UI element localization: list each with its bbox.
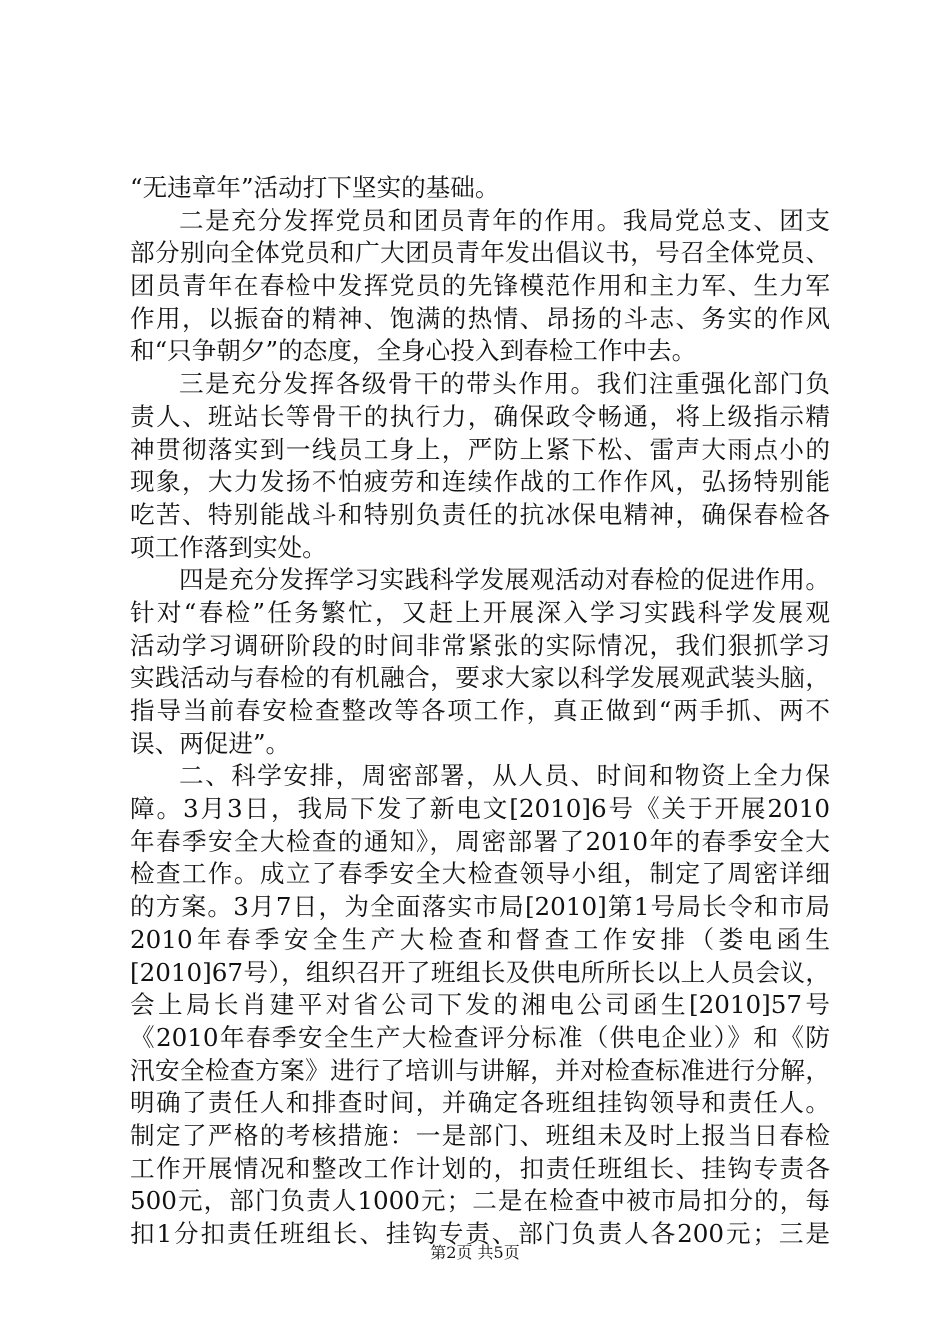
text-line: 2010年春季安全生产大检查和督查工作安排（娄电函生 [130,924,830,954]
page-footer [0,1240,950,1263]
text-line: 检查工作。成立了春季安全大检查领导小组，制定了周密详细 [130,859,830,889]
text-line: 责人、班站长等骨干的执行力，确保政令畅通，将上级指示精 [130,401,830,431]
text-line: 三是充分发挥各级骨干的带头作用。我们注重强化部门负 [179,369,830,399]
text-line: 实践活动与春检的有机融合，要求大家以科学发展观武装头脑， [130,663,830,693]
text-line: 二、科学安排，周密部署，从人员、时间和物资上全力保 [179,761,830,791]
text-line: 神贯彻落实到一线员工身上，严防上紧下松、雷声大雨点小的 [130,434,830,464]
text-line: “无违章年”活动打下坚实的基础。 [130,173,500,202]
text-line: 活动学习调研阶段的时间非常紧张的实际情况，我们狠抓学习 [130,630,830,660]
text-line: 针对“春检”任务繁忙，又赶上开展深入学习实践科学发展观 [130,597,830,627]
text-line: 部分别向全体党员和广大团员青年发出倡议书，号召全体党员、 [130,238,830,268]
document-body [130,172,830,1251]
text-line: 年春季安全大检查的通知》，周密部署了2010年的春季安全大 [130,826,830,856]
text-line: 的方案。3月7日，为全面落实市局[2010]第1号局长令和市局 [130,892,830,922]
page-number: 第2页 共5页 [430,1243,520,1262]
text-line: 500元，部门负责人1000元；二是在检查中被市局扣分的，每 [130,1186,830,1216]
text-line: 和“只争朝夕”的态度，全身心投入到春检工作中去。 [130,336,697,366]
text-line: [2010]67号），组织召开了班组长及供电所所长以上人员会议， [130,957,830,987]
text-line: 障。3月3日，我局下发了新电文[2010]6号《关于开展2010 [130,794,830,824]
text-line: 指导当前春安检查整改等各项工作，真正做到“两手抓、两不 [130,696,830,725]
text-line: 会上局长肖建平对省公司下发的湘电公司函生[2010]57号 [130,990,830,1020]
text-line: 作用，以振奋的精神、饱满的热情、昂扬的斗志、务实的作风 [130,303,830,333]
text-line: 四是充分发挥学习实践科学发展观活动对春检的促进作用。 [179,565,830,595]
text-line: 《2010年春季安全生产大检查评分标准（供电企业）》和《防 [130,1022,830,1052]
text-line: 团员青年在春检中发挥党员的先锋模范作用和主力军、生力军 [130,271,830,301]
text-line: 制定了严格的考核措施：一是部门、班组未及时上报当日春检 [130,1120,830,1150]
text-line: 误、两促进”。 [130,728,291,758]
text-line: 二是充分发挥党员和团员青年的作用。我局党总支、团支 [179,205,830,235]
text-line: 工作开展情况和整改工作计划的，扣责任班组长、挂钩专责各 [130,1153,830,1183]
text-line: 现象，大力发扬不怕疲劳和连续作战的工作作风，弘扬特别能 [130,467,830,497]
text-line: 明确了责任人和排查时间，并确定各班组挂钩领导和责任人。 [130,1088,830,1118]
text-line: 吃苦、特别能战斗和特别负责任的抗冰保电精神，确保春检各 [130,499,830,529]
text-line: 汛安全检查方案》进行了培训与讲解，并对检查标准进行分解， [130,1055,830,1085]
text-line: 项工作落到实处。 [130,532,327,562]
text-line: 扣1分扣责任班组长、挂钩专责、部门负责人各200元；三是 [130,1219,830,1248]
